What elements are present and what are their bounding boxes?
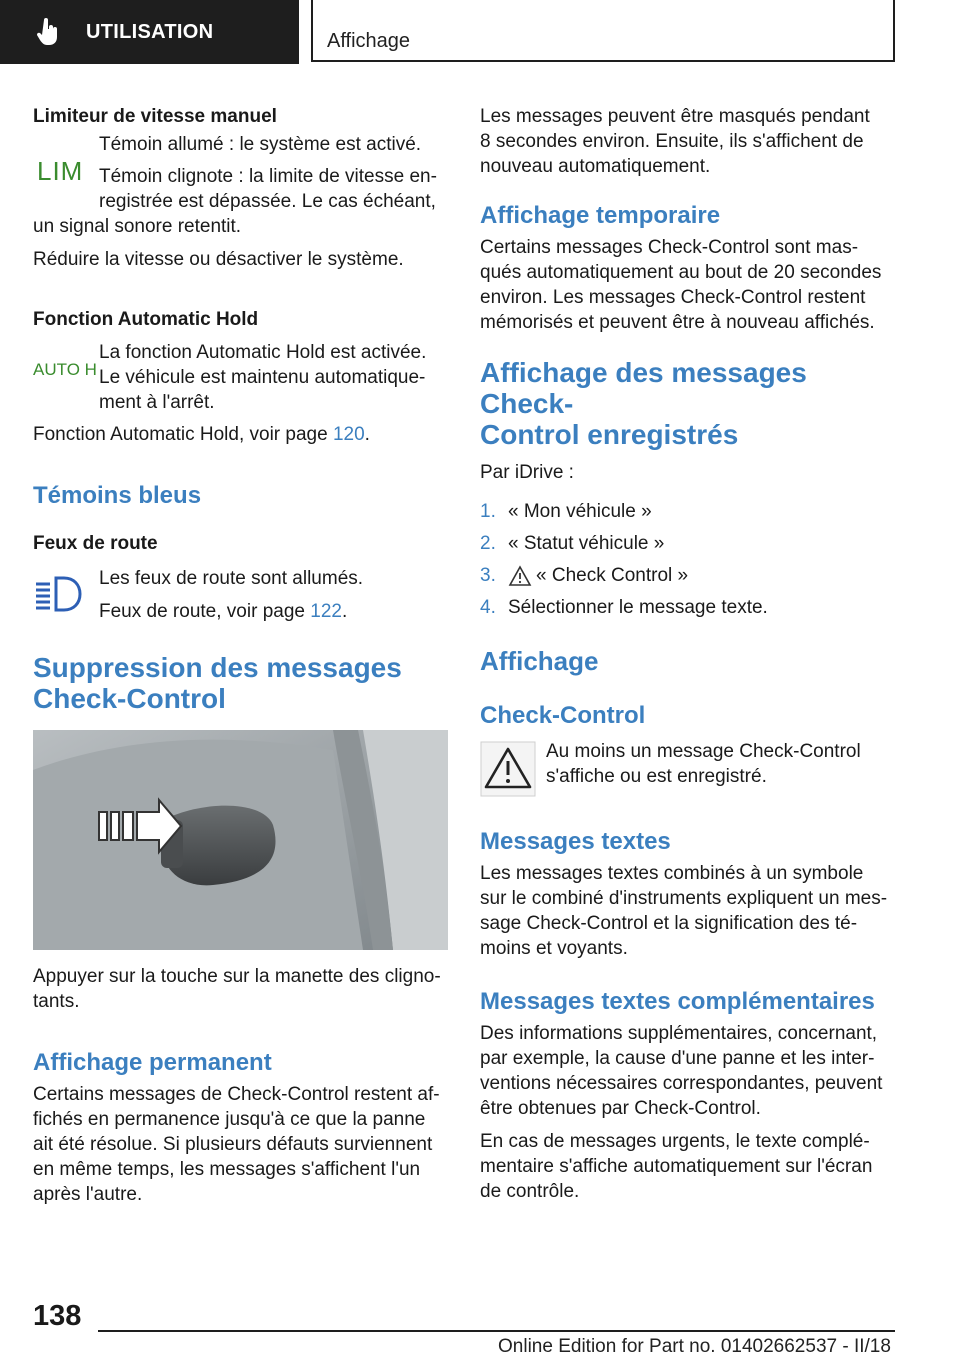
supplementary-text-7: de contrôle.	[480, 1181, 580, 1202]
permanent-text-5: après l'autre.	[33, 1184, 143, 1205]
high-beam-text: Les feux de route sont allumés.	[99, 568, 364, 589]
warning-triangle-icon	[508, 565, 532, 587]
stored-messages-heading-1: Affichage des messages Check-	[480, 357, 807, 419]
text-messages-2: sur le combiné d'instruments expliquent un mes‐	[480, 888, 888, 909]
display-heading: Affichage	[480, 646, 599, 676]
auto-hold-ref: Fonction Automatic Hold, voir page 120.	[33, 424, 370, 445]
text-messages-1: Les messages textes combinés à un symbole	[480, 863, 864, 884]
lim-heading: Limiteur de vitesse manuel	[33, 106, 277, 127]
temporary-text-1: Certains messages Check-Control sont mas‐	[480, 237, 859, 258]
auto-hold-page-link[interactable]: 120	[332, 424, 365, 445]
suppression-heading-2: Check-Control	[33, 683, 226, 714]
stalk-illustration	[33, 730, 448, 950]
lim-text-1: Témoin allumé : le système est activé.	[99, 134, 422, 155]
supplementary-text-4: être obtenues par Check-Control.	[480, 1098, 761, 1119]
permanent-text-3: ait été résolue. Si plusieurs défauts surviennent	[33, 1134, 433, 1155]
auto-hold-icon-text: AUTO H	[33, 360, 97, 379]
supplementary-text-5: En cas de messages urgents, le texte complé‐	[480, 1131, 870, 1152]
section-tab	[0, 0, 299, 64]
auto-hold-heading: Fonction Automatic Hold	[33, 309, 259, 330]
stored-messages-heading-2: Control enregistrés	[480, 419, 739, 450]
supplementary-text-6: mentaire s'affiche automatiquement sur l'écran	[480, 1156, 873, 1177]
check-control-text-2: s'affiche ou est enregistré.	[546, 766, 767, 787]
hand-pointer-icon	[36, 18, 60, 46]
list-item: 3. « Check Control »	[480, 565, 689, 586]
auto-hold-icon	[33, 360, 97, 380]
temporary-text-2: qués automatiquement au bout de 20 secondes	[480, 262, 882, 283]
supplementary-text-2: par exemple, la cause d'une panne et les inter‐	[480, 1048, 875, 1069]
high-beam-heading: Feux de route	[33, 533, 158, 554]
page-number: 138	[33, 1300, 82, 1332]
supplementary-heading: Messages textes complémentaires	[480, 988, 875, 1015]
footer-divider	[98, 1330, 895, 1332]
lim-text-3: Réduire la vitesse ou désactiver le système.	[33, 249, 404, 270]
edition-note: Online Edition for Part no. 01402662537 - II/18	[498, 1336, 891, 1357]
text-messages-3: sage Check-Control et la signification des té‐	[480, 913, 858, 934]
permanent-text-2: fichés en permanence jusqu'à ce que la panne	[33, 1109, 426, 1130]
supplementary-text-1: Des informations supplémentaires, concernant,	[480, 1023, 878, 1044]
lim-text-2a: Témoin clignote : la limite de vitesse en‐	[99, 166, 437, 187]
high-beam-ref: Feux de route, voir page 122.	[99, 601, 348, 622]
list-item: 4. Sélectionner le message texte.	[480, 597, 768, 618]
photo-caption-1: Appuyer sur la touche sur la manette des cligno‐	[33, 966, 441, 987]
temporary-display-heading: Affichage temporaire	[480, 202, 721, 229]
mask-text-2: 8 secondes environ. Ensuite, ils s'affichent de	[480, 131, 864, 152]
check-control-warning-icon	[480, 741, 536, 797]
idrive-steps	[480, 499, 900, 620]
lim-text-2c: un signal sonore retentit.	[33, 216, 242, 237]
permanent-text-1: Certains messages de Check-Control restent af‐	[33, 1084, 440, 1105]
high-beam-page-link[interactable]: 122	[310, 601, 342, 622]
temporary-text-4: mémorisés et peuvent être à nouveau affichés.	[480, 312, 875, 333]
idrive-label: Par iDrive :	[480, 462, 574, 483]
mask-text-1: Les messages peuvent être masqués pendant	[480, 106, 870, 127]
permanent-display-heading: Affichage permanent	[33, 1049, 272, 1076]
left-column	[33, 100, 448, 1207]
stalk-button-photo	[33, 730, 448, 950]
mask-text-3: nouveau automatiquement.	[480, 156, 711, 177]
auto-hold-ref-text: Fonction Automatic Hold, voir page	[33, 424, 333, 445]
lim-icon-text: LIM	[37, 156, 84, 186]
check-control-heading: Check-Control	[480, 702, 646, 729]
right-column	[480, 100, 900, 1204]
temporary-text-3: environ. Les messages Check-Control restent	[480, 287, 866, 308]
list-item: 2. « Statut véhicule »	[480, 533, 665, 554]
permanent-text-4: en même temps, les messages s'affichent l'un	[33, 1159, 421, 1180]
subsection-header	[311, 0, 895, 62]
auto-hold-text-3: ment à l'arrêt.	[99, 392, 215, 413]
high-beam-ref-text: Feux de route, voir page	[99, 601, 311, 622]
lim-indicator-icon	[37, 156, 83, 187]
list-item: 1. « Mon véhicule »	[480, 501, 652, 522]
subsection-title: Affichage	[327, 30, 411, 52]
text-messages-4: moins et voyants.	[480, 938, 628, 959]
auto-hold-text-1: La fonction Automatic Hold est activée.	[99, 342, 427, 363]
suppression-heading-1: Suppression des messages	[33, 652, 402, 683]
supplementary-text-3: ventions nécessaires correspondantes, peuvent	[480, 1073, 883, 1094]
photo-caption-2: tants.	[33, 991, 80, 1012]
check-control-text-1: Au moins un message Check-Control	[546, 741, 861, 762]
section-title: UTILISATION	[86, 20, 214, 43]
blue-indicators-heading: Témoins bleus	[33, 482, 202, 509]
text-messages-heading: Messages textes	[480, 828, 671, 855]
auto-hold-text-2: Le véhicule est maintenu automatique‐	[99, 367, 426, 388]
lim-text-2b: registrée est dépassée. Le cas échéant,	[99, 191, 436, 212]
high-beam-icon	[33, 572, 85, 614]
